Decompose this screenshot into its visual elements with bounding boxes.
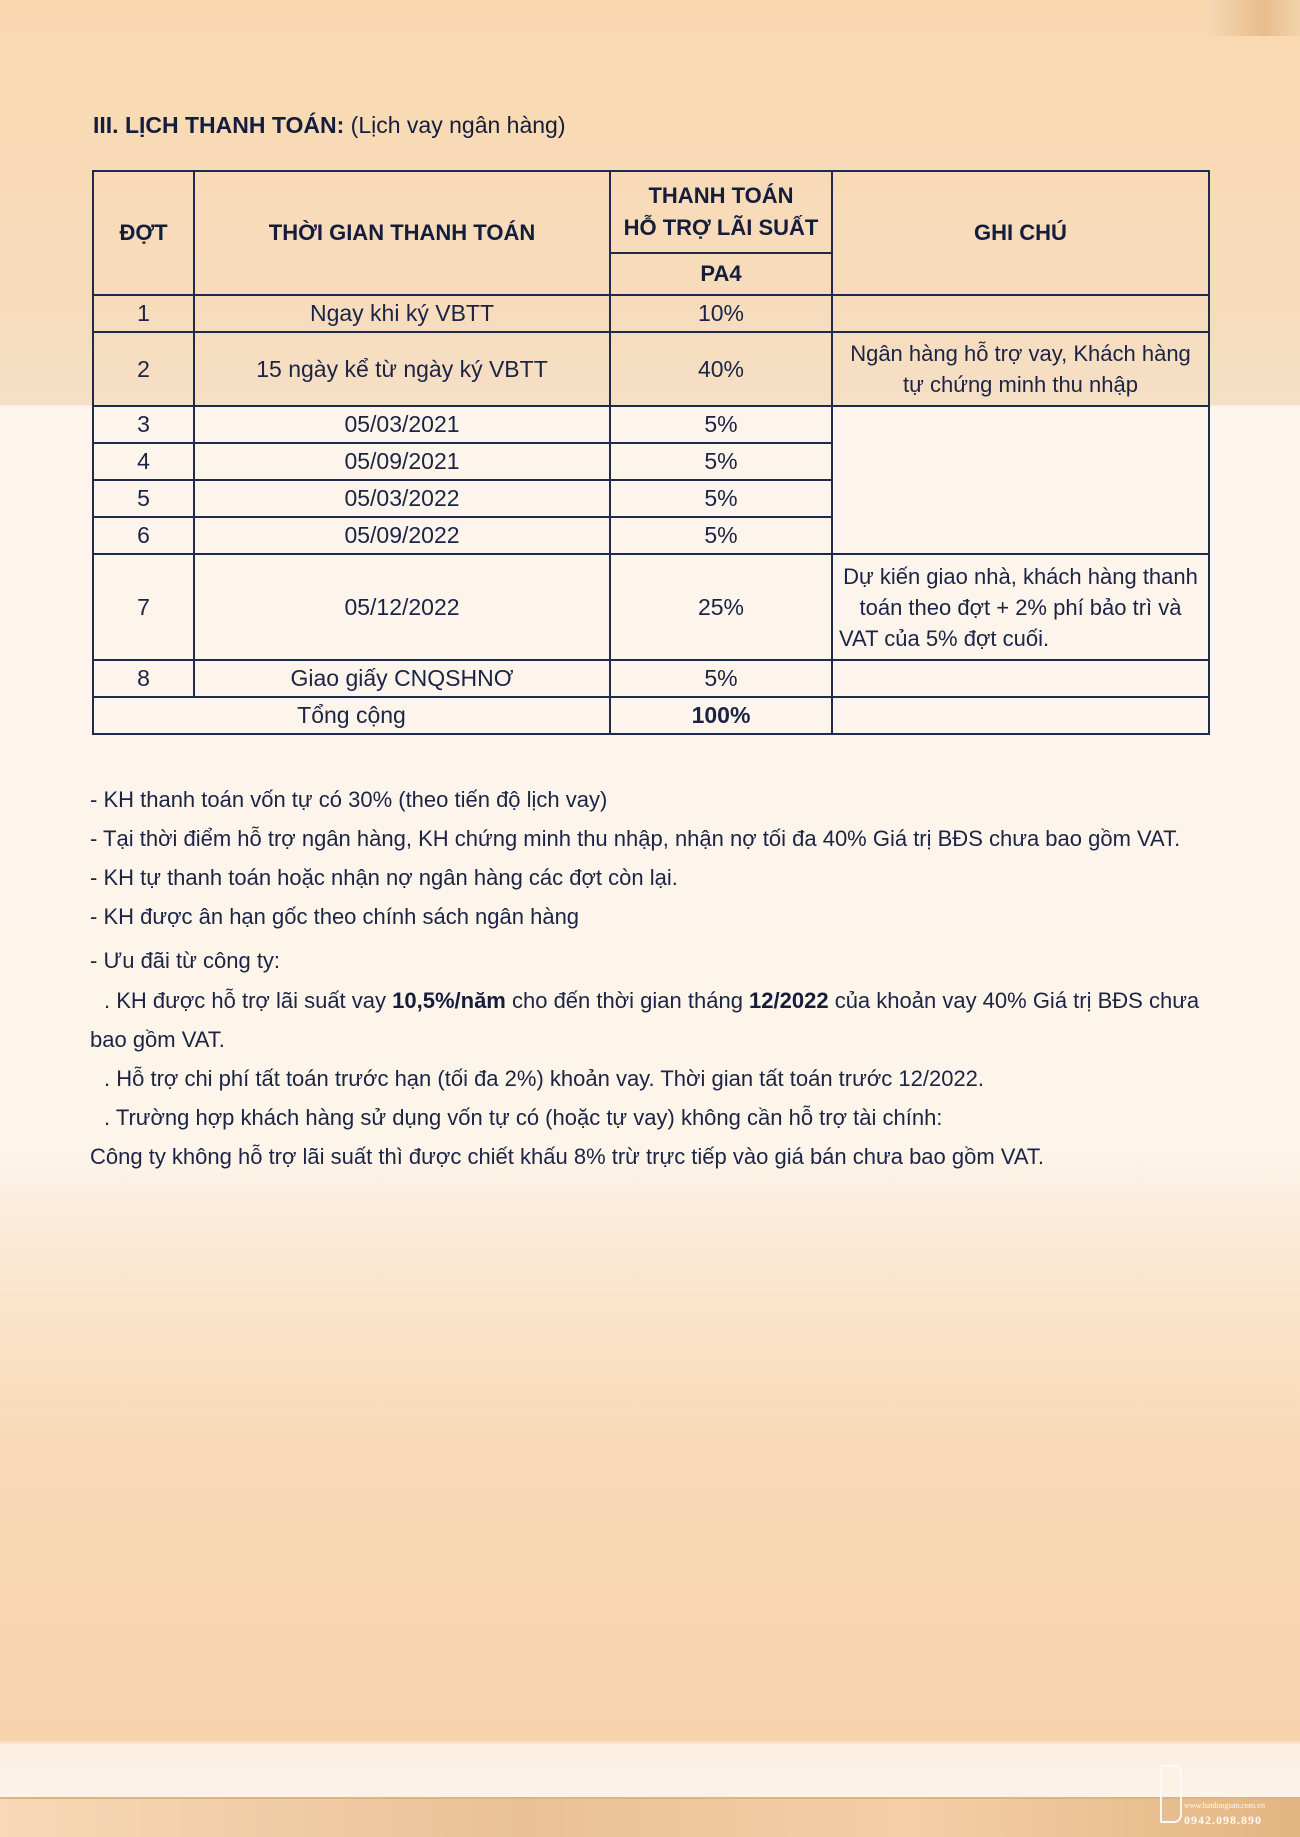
cell-note: Dự kiến giao nhà, khách hàng thanh toán theo đợt + 2% phí bảo trì và VAT của 5% đợt cuối. <box>832 554 1209 660</box>
cell-note <box>832 697 1209 734</box>
cell-time: 05/12/2022 <box>194 554 610 660</box>
table-row <box>93 660 1209 697</box>
cell-note <box>832 660 1209 697</box>
cell-time: 05/09/2022 <box>194 517 610 554</box>
note-text: cho đến thời gian tháng <box>505 988 750 1013</box>
header-dot: ĐỢT <box>93 171 194 295</box>
note-line: . Hỗ trợ chi phí tất toán trước hạn (tối đa 2%) khoản vay. Thời gian tất toán trước 12/2022. <box>104 1066 985 1091</box>
note-line-offer <box>90 981 1240 1020</box>
note-line: Công ty không hỗ trợ lãi suất thì được chiết khấu 8% trừ trực tiếp vào giá bán chưa bao gồm VAT. <box>90 1144 1044 1169</box>
table-row <box>93 406 1209 443</box>
table-row <box>93 295 1209 332</box>
footer-bar <box>0 1799 1300 1837</box>
note-line: - Tại thời điểm hỗ trợ ngân hàng, KH chứng minh thu nhập, nhận nợ tối đa 40% Giá trị BĐS chưa bao gồm VAT. <box>90 826 1181 851</box>
cell-pct: 5% <box>610 443 832 480</box>
watermark-phone: 0942.098.890 <box>1184 1813 1262 1827</box>
section-heading <box>93 112 566 139</box>
cell-time: 05/09/2021 <box>194 443 610 480</box>
cell-time: 15 ngày kể từ ngày ký VBTT <box>194 332 610 406</box>
header-plan: PA4 <box>610 253 832 295</box>
cell-pct: 25% <box>610 554 832 660</box>
cell-dot: 6 <box>93 517 194 554</box>
note-date: 12/2022 <box>749 988 829 1013</box>
cell-dot: 8 <box>93 660 194 697</box>
note-rate: 10,5%/năm <box>392 988 506 1013</box>
header-time: THỜI GIAN THANH TOÁN <box>194 171 610 295</box>
total-label: Tổng cộng <box>93 697 610 734</box>
cell-time: 05/03/2021 <box>194 406 610 443</box>
cell-note <box>832 295 1209 332</box>
header-row <box>93 171 1209 253</box>
table-row <box>93 332 1209 406</box>
note-line: - KH tự thanh toán hoặc nhận nợ ngân hàng các đợt còn lại. <box>90 865 678 890</box>
cell-pct: 5% <box>610 480 832 517</box>
cell-time: Giao giấy CNQSHNƠ <box>194 660 610 697</box>
cell-dot: 1 <box>93 295 194 332</box>
cell-pct: 5% <box>610 660 832 697</box>
total-row <box>93 697 1209 734</box>
cell-dot: 3 <box>93 406 194 443</box>
note-text: . KH được hỗ trợ lãi suất vay <box>104 988 393 1013</box>
notes-section <box>90 780 1240 1176</box>
header-note: GHI CHÚ <box>832 171 1209 295</box>
cell-dot: 4 <box>93 443 194 480</box>
header-payment-line1: THANH TOÁN <box>648 183 794 208</box>
note-line: - Ưu đãi từ công ty: <box>90 948 281 973</box>
cell-pct: 10% <box>610 295 832 332</box>
watermark-logo <box>1160 1755 1280 1835</box>
note-line: - KH thanh toán vốn tự có 30% (theo tiến độ lịch vay) <box>90 787 608 812</box>
note-line: bao gồm VAT. <box>90 1027 225 1052</box>
cell-pct: 40% <box>610 332 832 406</box>
payment-schedule-table <box>92 170 1210 735</box>
note-text: của khoản vay 40% Giá trị BĐS chưa <box>828 988 1200 1013</box>
table-row <box>93 554 1209 660</box>
section-heading-subtitle: (Lịch vay ngân hàng) <box>344 112 566 138</box>
watermark-web: www.batdongsan.com.vn <box>1184 1801 1266 1810</box>
section-heading-bold: III. LỊCH THANH TOÁN: <box>93 112 345 138</box>
cell-dot: 5 <box>93 480 194 517</box>
cell-note <box>832 406 1209 554</box>
cell-pct: 5% <box>610 517 832 554</box>
cell-dot: 7 <box>93 554 194 660</box>
cell-time: Ngay khi ký VBTT <box>194 295 610 332</box>
logo-icon <box>1160 1765 1182 1823</box>
note-line: - KH được ân hạn gốc theo chính sách ngân hàng <box>90 904 580 929</box>
header-payment <box>610 171 832 253</box>
cell-time: 05/03/2022 <box>194 480 610 517</box>
note-line: . Trường hợp khách hàng sử dụng vốn tự có (hoặc tự vay) không cần hỗ trợ tài chính: <box>104 1105 943 1130</box>
cell-note: Ngân hàng hỗ trợ vay, Khách hàng tự chứng minh thu nhập <box>832 332 1209 406</box>
header-payment-line2: HỖ TRỢ LÃI SUẤT <box>623 215 819 240</box>
corner-decoration <box>1210 0 1300 36</box>
cell-dot: 2 <box>93 332 194 406</box>
cell-pct: 5% <box>610 406 832 443</box>
total-pct: 100% <box>610 697 832 734</box>
